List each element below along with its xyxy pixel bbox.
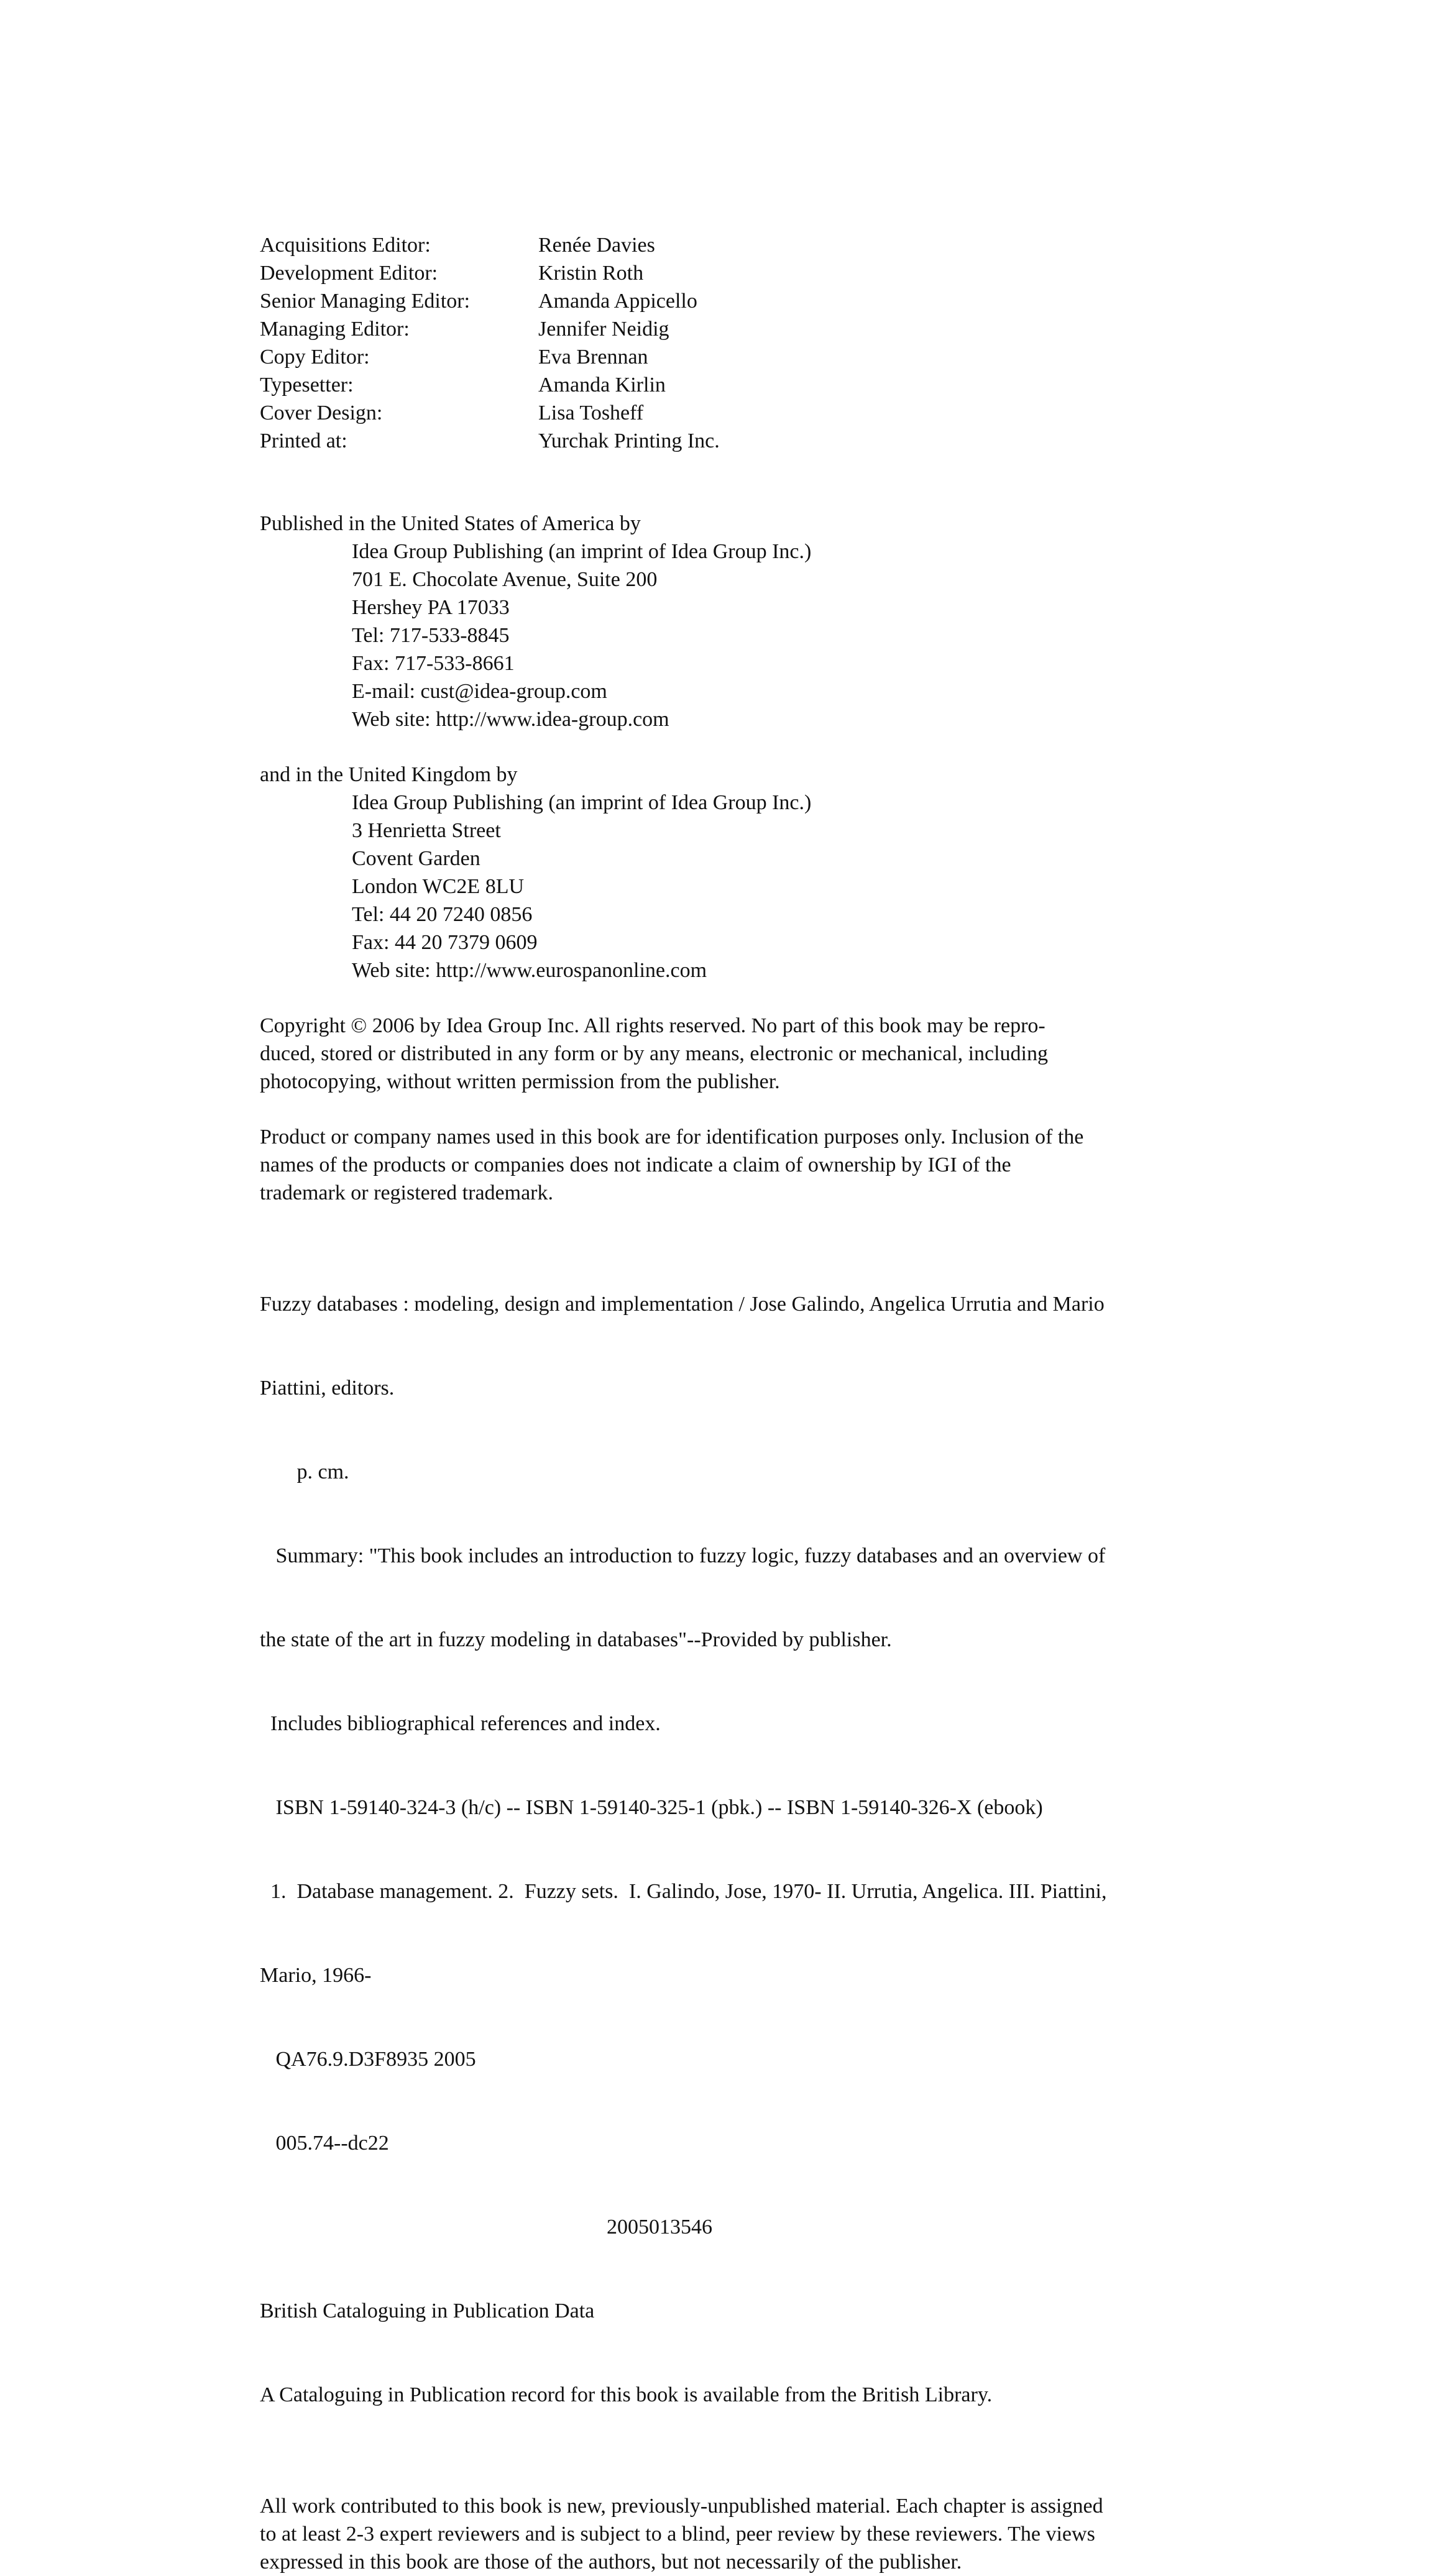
credit-role: Typesetter: [260,374,354,396]
uk-publisher-intro: and in the United Kingdom by [260,763,518,786]
text-line: Copyright © 2006 by Idea Group Inc. All rights reserved. No part of this book may be repro- [260,1014,1045,1037]
address-line: Fax: 44 20 7379 0609 [352,931,538,954]
address-line: Fax: 717-533-8661 [352,652,515,675]
credits-list [260,231,1205,455]
text-line: trademark or registered trademark. [260,1181,553,1204]
copyright-page [260,231,1205,2576]
credit-role: Development Editor: [260,262,438,285]
text-line: ISBN 1-59140-324-3 (h/c) -- ISBN 1-59140-325-1 (pbk.) -- ISBN 1-59140-326-X (ebook) [260,1796,1043,1819]
credit-row [260,315,1205,343]
credit-row [260,343,1205,371]
text-line: Summary: "This book includes an introduction to fuzzy logic, fuzzy databases and an overview of [260,1544,1106,1567]
text-line: to at least 2-3 expert reviewers and is subject to a blind, peer review by these reviewers. The views [260,2523,1095,2546]
text-line: expressed in this book are those of the authors, but not necessarily of the publisher. [260,2551,962,2574]
address-line: Hershey PA 17033 [352,596,510,619]
copyright-notice [260,1012,1205,1096]
credit-role: Acquisitions Editor: [260,234,431,257]
us-publisher-address [260,510,1205,733]
text-line: p. cm. [260,1460,349,1483]
text-line: Product or company names used in this book are for identification purposes only. Inclusion of the [260,1125,1084,1148]
uk-publisher-address [260,761,1205,984]
text-line: 1. Database management. 2. Fuzzy sets. I. Galindo, Jose, 1970- II. Urrutia, Angelica. III. Piattini, [260,1880,1107,1903]
address-line: Covent Garden [352,847,480,870]
text-line: duced, stored or distributed in any form or by any means, electronic or mechanical, including [260,1042,1048,1065]
credit-row [260,427,1205,455]
address-line: 3 Henrietta Street [352,819,501,842]
text-line: Mario, 1966- [260,1964,372,1987]
credit-row [260,259,1205,287]
credit-row [260,231,1205,259]
credit-row [260,371,1205,399]
credit-name: Lisa Tosheff [538,401,644,424]
cip-record [260,1234,1205,2465]
text-line: Fuzzy databases : modeling, design and implementation / Jose Galindo, Angelica Urrutia and Mario [260,1293,1105,1316]
credit-role: Managing Editor: [260,318,410,341]
text-line: Piattini, editors. [260,1377,395,1400]
credit-role: Printed at: [260,429,347,452]
credit-name: Kristin Roth [538,262,644,285]
address-line: Idea Group Publishing (an imprint of Idea Group Inc.) [352,540,812,563]
text-line: British Cataloguing in Publication Data [260,2299,595,2322]
review-notice [260,2492,1205,2576]
credit-role: Senior Managing Editor: [260,290,471,313]
credit-name: Amanda Kirlin [538,374,666,396]
address-line: London WC2E 8LU [352,875,525,898]
text-line: All work contributed to this book is new, previously-unpublished material. Each chapter is assigned [260,2495,1103,2518]
trademark-notice [260,1123,1205,1207]
credit-name: Eva Brennan [538,346,648,369]
text-line: names of the products or companies does not indicate a claim of ownership by IGI of the [260,1153,1011,1176]
address-line: Tel: 717-533-8845 [352,624,510,647]
credit-role: Copy Editor: [260,346,370,369]
text-line: photocopying, without written permission from the publisher. [260,1070,780,1093]
text-line: 005.74--dc22 [260,2132,389,2155]
credit-role: Cover Design: [260,401,383,424]
credit-row [260,399,1205,427]
text-line: A Cataloguing in Publication record for this book is available from the British Library. [260,2383,993,2406]
address-line: Idea Group Publishing (an imprint of Idea Group Inc.) [352,791,812,814]
lccn-number: 2005013546 [607,2216,712,2239]
address-line: 701 E. Chocolate Avenue, Suite 200 [352,568,658,591]
credit-row [260,287,1205,315]
address-line: Web site: http://www.idea-group.com [352,708,669,731]
text-line: QA76.9.D3F8935 2005 [260,2048,476,2071]
credit-name: Yurchak Printing Inc. [538,429,720,452]
credit-name: Renée Davies [538,234,655,257]
us-publisher-intro: Published in the United States of America by [260,512,641,535]
address-line: Tel: 44 20 7240 0856 [352,903,533,926]
address-line: E-mail: cust@idea-group.com [352,680,607,703]
address-line: Web site: http://www.eurospanonline.com [352,959,707,982]
text-line: Includes bibliographical references and index. [260,1712,661,1735]
credit-name: Jennifer Neidig [538,318,669,341]
text-line: the state of the art in fuzzy modeling in databases"--Provided by publisher. [260,1628,892,1651]
credit-name: Amanda Appicello [538,290,697,313]
